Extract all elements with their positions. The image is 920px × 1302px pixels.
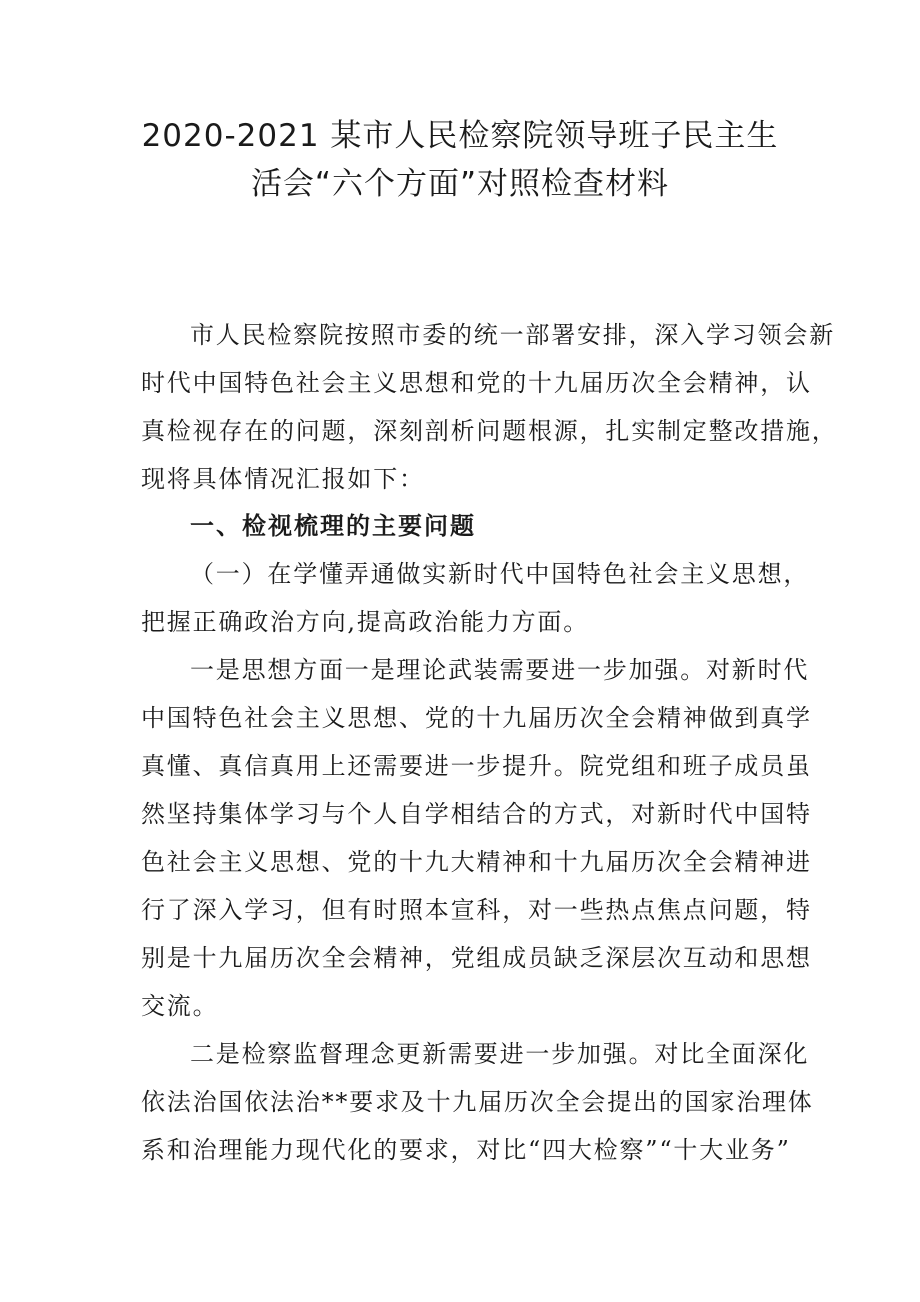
intro-line: 真检视存在的问题，深刻剖析问题根源，扎实制定整改措施， [141,417,838,445]
paragraph-line: 交流。 [141,992,219,1020]
subheading-line: （一）在学懂弄通做实新时代中国特色社会主义思想， [190,560,810,588]
paragraph-line: 二是检察监督理念更新需要进一步加强。对比全面深化 [190,1040,810,1068]
subheading-line: 把握正确政治方向,提高政治能力方面。 [141,608,590,636]
paragraph-line: 别是十九届历次全会精神，党组成员缺乏深层次互动和思想 [141,944,812,972]
paragraph-line: 一是思想方面一是理论武装需要进一步加强。对新时代 [190,656,810,684]
paragraph-line: 行了深入学习，但有时照本宣科，对一些热点焦点问题，特 [141,896,812,924]
paragraph-line: 中国特色社会主义思想、党的十九届历次全会精神做到真学 [141,704,812,732]
paragraph-line: 真懂、真信真用上还需要进一步提升。院党组和班子成员虽 [141,752,812,780]
section-heading: 一、检视梳理的主要问题 [190,512,476,540]
paragraph-line: 然坚持集体学习与个人自学相结合的方式，对新时代中国特 [141,800,812,828]
document-title-line-1: 2020-2021 某市人民检察院领导班子民主生 [141,118,779,154]
paragraph-line: 依法治国依法治**要求及十九届历次全会提出的国家治理体 [141,1088,814,1116]
paragraph-line: 色社会主义思想、党的十九大精神和十九届历次全会精神进 [141,848,812,876]
document-title-line-2: 活会“六个方面”对照检查材料 [250,166,670,202]
intro-line: 时代中国特色社会主义思想和党的十九届历次全会精神，认 [141,369,812,397]
intro-line: 市人民检察院按照市委的统一部署安排，深入学习领会新 [190,321,835,349]
paragraph-line: 系和治理能力现代化的要求，对比“四大检察”“十大业务” [141,1136,791,1164]
intro-line: 现将具体情况汇报如下： [141,465,425,493]
